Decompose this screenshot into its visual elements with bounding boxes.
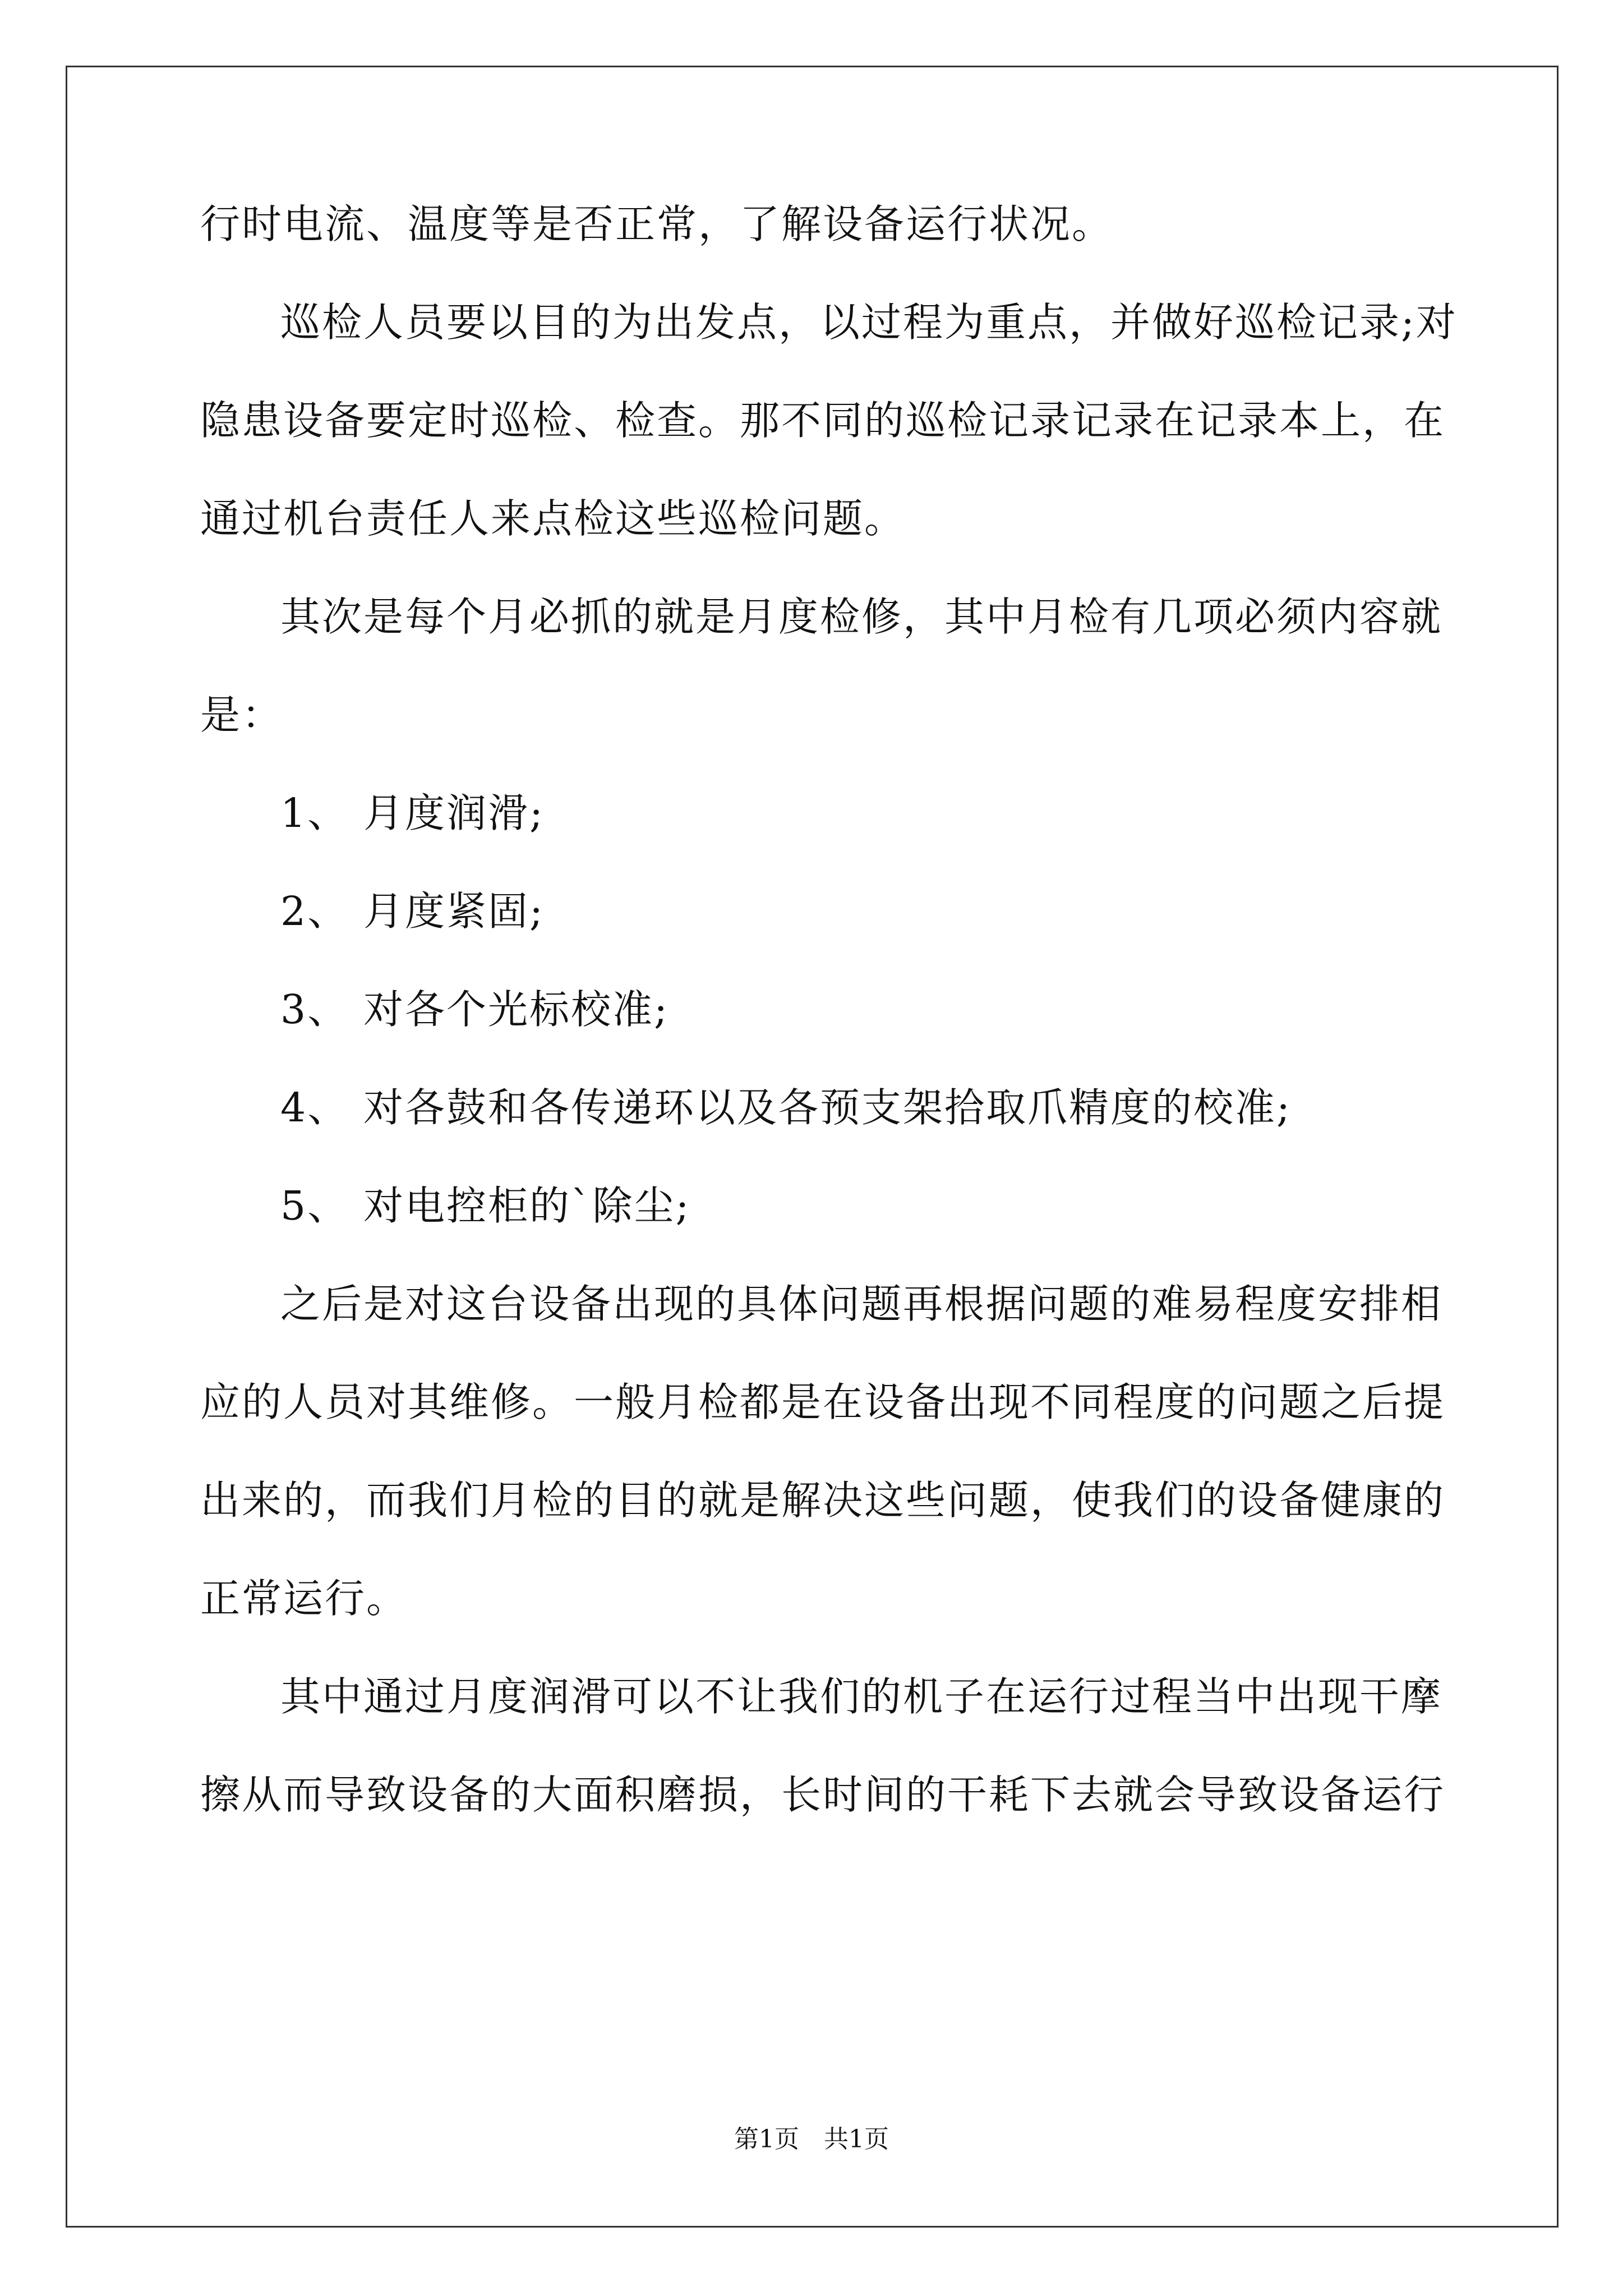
paragraph-line: 通过机台责任人来点检这些巡检问题。 <box>200 495 906 542</box>
list-text: 对各鼓和各传递环以及各预支架拾取爪精度的校准; <box>363 1084 1292 1131</box>
list-text: 对电控柜的`除尘; <box>363 1182 691 1229</box>
list-item <box>280 1178 690 1234</box>
list-item <box>280 982 669 1038</box>
list-item <box>280 884 545 940</box>
paragraph-line: 之后是对这台设备出现的具体问题再根据问题的难易程度安排相 <box>280 1281 1443 1327</box>
paragraph-line: 是： <box>200 692 284 738</box>
list-item <box>280 1080 1292 1136</box>
paragraph-line: 其中通过月度润滑可以不让我们的机子在运行过程当中出现干摩 <box>280 1673 1443 1720</box>
page-footer: 第1页 共1页 <box>734 2125 889 2154</box>
paragraph-line: 应的人员对其维修。一般月检都是在设备出现不同程度的问题之后提 <box>200 1379 1446 1425</box>
list-text: 月度润滑; <box>363 790 545 836</box>
paragraph-line: 巡检人员要以目的为出发点，以过程为重点，并做好巡检记录;对 <box>280 299 1458 346</box>
paragraph-line: 正常运行。 <box>200 1575 408 1622</box>
list-number: 5、 <box>280 1182 349 1229</box>
list-text: 对各个光标校准; <box>363 986 669 1033</box>
list-text: 月度紧固; <box>363 888 545 935</box>
paragraph-line: 出来的，而我们月检的目的就是解决这些问题，使我们的设备健康的 <box>200 1477 1446 1524</box>
paragraph-line: 隐患设备要定时巡检、检查。那不同的巡检记录记录在记录本上，在 <box>200 397 1446 444</box>
paragraph-line: 擦从而导致设备的大面积磨损，长时间的干耗下去就会导致设备运行 <box>200 1772 1446 1818</box>
list-number: 4、 <box>280 1084 349 1131</box>
list-item <box>280 785 545 841</box>
list-number: 2、 <box>280 888 349 935</box>
list-number: 3、 <box>280 986 349 1033</box>
page-border <box>66 66 1559 2228</box>
paragraph-line: 其次是每个月必抓的就是月度检修，其中月检有几项必须内容就 <box>280 593 1443 640</box>
paragraph-line: 行时电流、温度等是否正常，了解设备运行状况。 <box>200 201 1114 247</box>
list-number: 1、 <box>280 790 349 836</box>
